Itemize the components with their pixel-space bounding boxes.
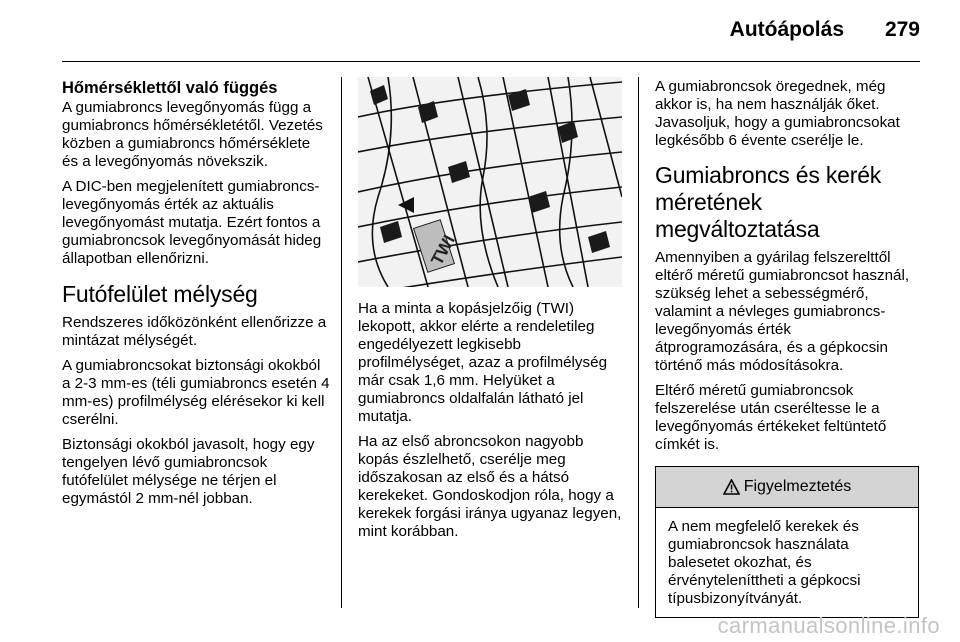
warning-box [655, 466, 919, 618]
paragraph: Eltérő méretű gumiabroncsok felszerelése után cseréltesse le a levegőnyomás értékeket feltüntető címkét is. [655, 382, 887, 453]
paragraph: Rendszeres időközönként ellenőrizze a mintázat mélységét. [62, 314, 327, 349]
paragraph: A DIC-ben megjelenített gumiabroncs-levegőnyomás érték az aktuális levegőnyomást mutatja. Ezért fontos a gumiabroncsok levegőnyomását hideg állapotban ellenőrizni. [62, 178, 322, 267]
paragraph: A gumiabroncsokat biztonsági okokból a 2-3 mm-es (téli gumiabroncs esetén 4 mm-es) profilmélység elérésekor ki kell cserélni. [62, 357, 330, 428]
heading-tire-size-change: Gumiabroncs és kerék méretének megváltoztatása [655, 162, 882, 242]
paragraph: Biztonsági okokból javasolt, hogy egy tengelyen lévő gumiabroncsok futófelület mélysége ne térjen el egymástól 2 mm-nél jobban. [62, 436, 315, 507]
column-divider-1 [341, 77, 342, 608]
paragraph: A gumiabroncs levegőnyomás függ a gumiabroncs hőmérsékletétől. Vezetés közben a gumiabroncs hőmérséklete és a levegőnyomás növekszik. [62, 99, 323, 170]
column-divider-2 [638, 77, 639, 608]
heading-tread-depth: Futófelület mélység [62, 281, 258, 307]
page-number: 279 [884, 18, 920, 41]
tire-tread-drawing [358, 77, 622, 287]
paragraph: Ha a minta a kopásjelzőig (TWI) lekopott, akkor elérte a rendeletileg engedélyezett legkisebb profilmélységet, azaz a profilmélység már csak 1,6 mm. Helyüket a gumiabroncs oldalfalán látható jel mutatja. [358, 300, 608, 425]
warning-text: A nem megfelelő kerekek és gumiabroncsok használata balesetet okozhat, és érvényteleníttheti a gépkocsi típusbizonyítványát. [668, 518, 861, 607]
warning-title: Figyelmeztetés [743, 478, 852, 495]
heading-temperature: Hőmérséklettől való függés [62, 79, 278, 97]
column-2 [358, 300, 628, 548]
paragraph: Ha az első abroncsokon nagyobb kopás észlelhető, cserélje meg időszakosan az első és a hátsó kerekeket. Gondoskodjon róla, hogy a kerekek forgási iránya ugyanaz legyen, mint korábban. [358, 433, 622, 540]
tread-wear-indicator-illustration [358, 77, 622, 287]
paragraph: A gumiabroncsok öregednek, még akkor is, ha nem használják őket. Javasoljuk, hogy a gumiabroncsokat legkésőbb 6 évente cserélje le. [655, 78, 900, 149]
header-rule [62, 61, 920, 62]
paragraph: Amennyiben a gyárilag felszerelttől eltérő méretű gumiabroncsot használ, szükség lehet a sebességmérő, valamint a névleges gumiabroncs-levegőnyomás érték átprogramozására, és a gépkocsin történő más módosításokra. [655, 249, 910, 374]
warning-header [656, 467, 918, 508]
column-1 [62, 78, 330, 515]
watermark: carmanualsonline.info [717, 613, 940, 638]
twi-label: TWI [427, 231, 459, 269]
page-header [62, 18, 920, 48]
section-title: Autóápolás [729, 18, 844, 41]
warning-triangle-icon [723, 479, 740, 495]
column-3 [655, 78, 920, 618]
